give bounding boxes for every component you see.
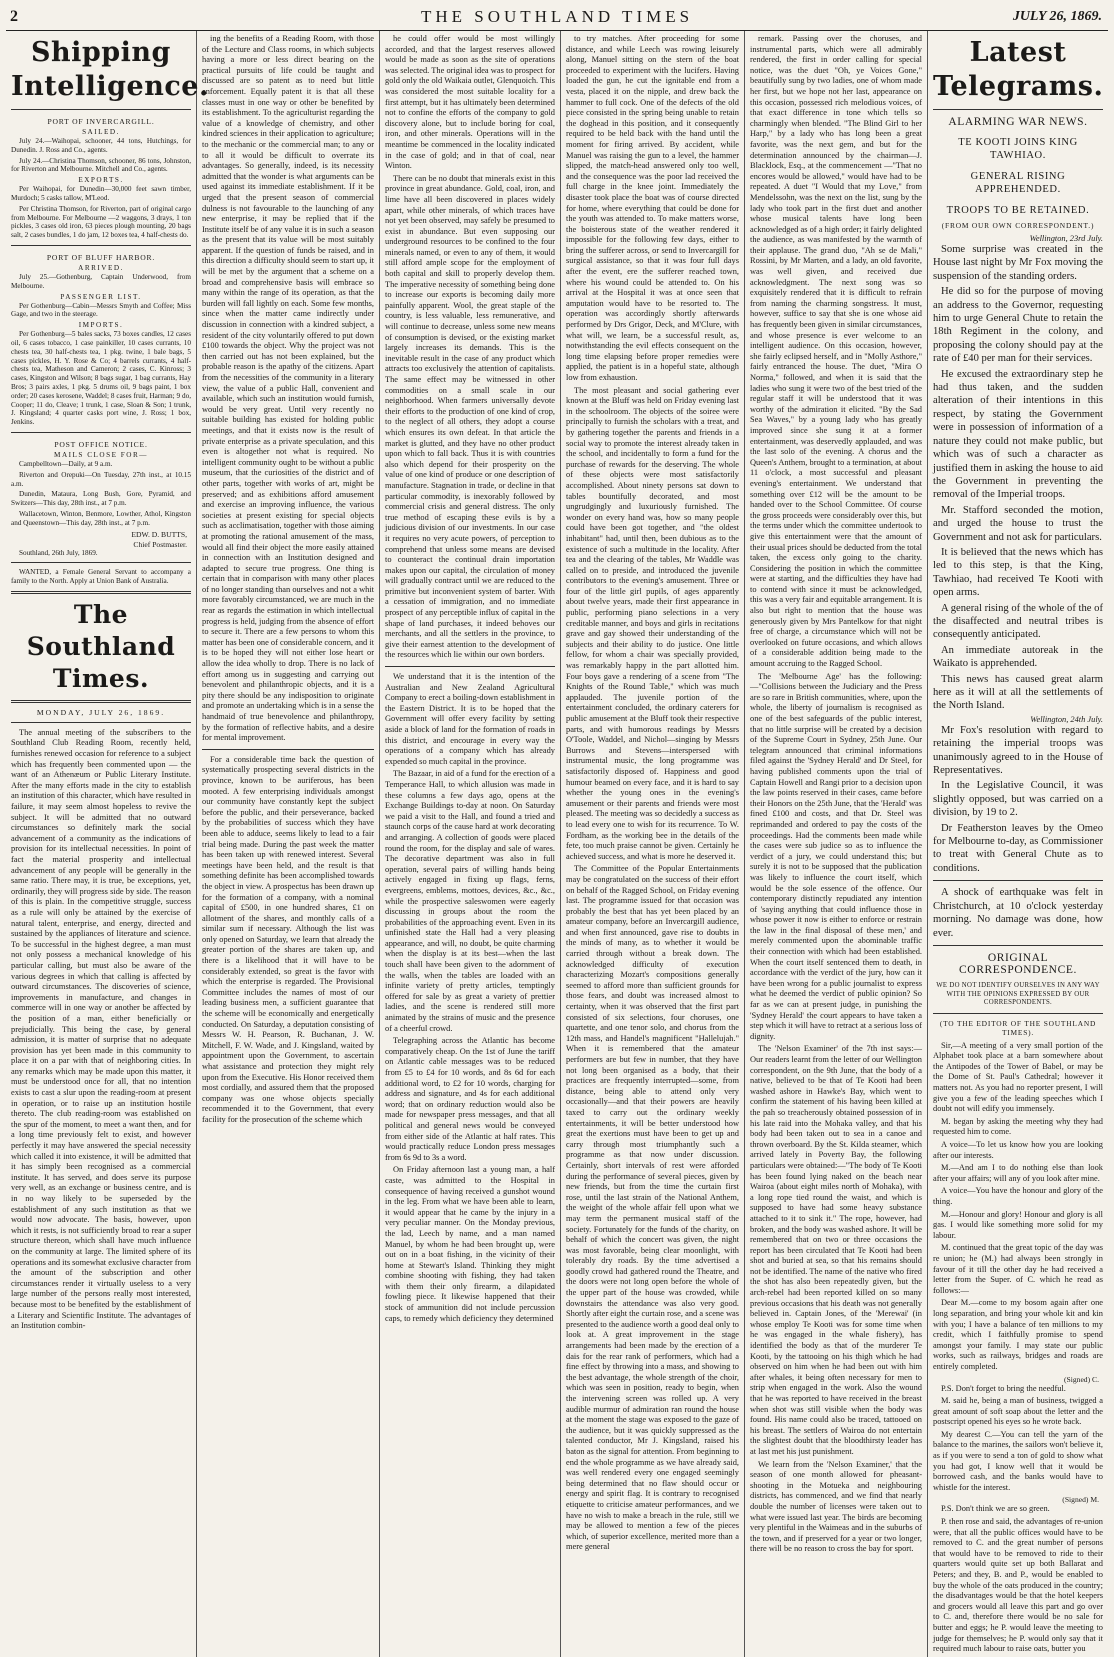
letter-paragraph: P.S. Don't think we are so green.	[941, 1504, 1050, 1514]
port-invercargill-heading: PORT OF INVERCARGILL.	[47, 117, 155, 126]
shipping-heading: Shipping Intelligence.	[11, 37, 209, 102]
arrived-entry: July 25.—Gothenburg, Captain Underwood, from Melbourne.	[11, 272, 191, 290]
correspondent-credit: (FROM OUR OWN CORRESPONDENT.)	[941, 221, 1095, 230]
letter-paragraph: M. said he, being a man of business, twigged a great amount of soft soap about the letter and the postscript opened his eyes so he wrote back.	[933, 1396, 1103, 1427]
column-4	[561, 31, 745, 1657]
arrived-heading: ARRIVED.	[78, 263, 124, 272]
telegram-headline: TROOPS TO BE RETAINED.	[946, 205, 1090, 216]
divider	[385, 666, 555, 667]
newspaper-title: THE SOUTHLAND TIMES	[420, 7, 694, 26]
postmaster-name: EDW. D. BUTTS,	[131, 529, 187, 539]
correspondence-heading: ORIGINAL CORRESPONDENCE.	[959, 951, 1077, 976]
letter-signature: (Signed) M.	[1062, 1495, 1099, 1505]
divider	[11, 245, 191, 246]
masthead	[6, 6, 1108, 31]
news-paragraph: remark. Passing over the choruses, and instrumental parts, which were all admirably rendered, the first in order calling for special notice, was the duet "Oh, ye Voices Gone," beautifully sung by two ladies, one of whom made her first, but we hope not her last, appearance on this occasion, possessed rich melodious voices, of that exact difference in tone which tells so charmingly when blended. "The Blind Girl to her Harp," by a lady who has long been a great favorite, was the next gem, and but for the determination announced by the chairman—J. Blacklock, Esq., at the commencement —"That no encores would be allowed," would have had to be repeated. A duet "I Would that my Love," from Mendelssohn, was the next on the list, sung by the lady who took part in the first duet and another whose musical talents have long been acknowledged as of a high order; it fairly delighted the audience, as was manifested by the warmth of their applause. The grand duo, "Ah se de Mali," Rossini, by Mr Marten, and a lady, an old favorite, was well given, and received due acknowledgment. The next song was so exquisitely rendered that it is difficult to refrain from naming the charming songstress. It must, however, suffice to say that she is one whose aid has frequently been given in similar circumstances, and whose presence is ever welcome to an intelligent audience. On this occasion, however, she fairly eclipsed herself, and in "Molly Asthore," fairly entranced the house. The duet, "Mira O Norma," followed, and when it is said that the ladies who sung it were two of the best tried of the regular staff it will be understood that it was worthy of the admiration it elicited. "By the Sad Sea Waves," by a young lady who has greatly improved since she sung it at a former entertainment, was deservedly applauded, and was the last solo of the evening. A chorus and the Queen's Anthem, brought to a termination, at about 11 o'clock, a most successful and pleasant evening's entertainment. We understand that something over £12 will be the amount to be handed over to the School Committee. Of course the gross proceeds were considerably over this, but the terms under which the committee undertook to give this entertainment were that the amount of their usual prices should be deducted from the total taken, the excess only going to the charity. Considering the position in which the committee were at starting, and the difficulties they have had to contend with since it must be acknowledged, this was a very fair and equitable arrangement. It is also but right to mention that the house was generously given by Mrs Pantelkow for that night free of charge, a circumstance which will not be overlooked on future occasions, and which allows of a considerable addition being made to the amount accruing to the Ragged School.	[750, 34, 922, 669]
divider	[11, 432, 191, 433]
divider	[11, 562, 191, 563]
mails-close-heading: MAILS CLOSE FOR—	[54, 450, 148, 459]
letter-paragraph: M. began by asking the meeting why they had requested him to come.	[933, 1116, 1103, 1137]
news-paragraph: The Committee of the Popular Entertainments may be congratulated on the success of their effort on behalf of the Ragged School, on Friday evening last. The programme issued for that occasion was probably the best that has yet been placed by an amateur company, before an Invercargill audience, and when first announced, gave rise to doubts in the minds of many, as to whether it would be carried through without a break down. The acknowledged difficulty of execution characterizing Mozart's compositions generally seemed to afford more than sufficient grounds for those fears, and doubt was increased almost to certainty, when it was observed that the first part consisted of six selections, four choruses, one quartette, and one tenor solo, and chorus from the 12th mass, and Handel's magnificent "Hallelujah." When it is remembered that the amateur performers are but few in number, that they have not long been organised as a body, that their practices are frequently interrupted—some, from distance, being able to attend only very occasionally—and that their powers are heavily taxed to carry out the ordinary weekly entertainments, it will be better understood how great the exertions must have been to get up and carry through most triumphantly such a programme as that now under discussion. Certainly, short intervals of rest were afforded during the performance of several pieces, given by new friends, but from the time the curtain first rose, until the last strain of the National Anthem, the weight of the whole affair fell upon what we may term the permanent musical staff of the society. Fortunately for the funds of the charity, on behalf of which the concert was given, the night was most favorable, being clear moonlight, with tolerably dry roads. By the time advertised a goodly crowd had gathered round the Theatre, and the doors were not long open before the whole of the upper part of the house was crowded, while downstairs the attendance was also very good. Shortly after eight the curtain rose, and a scene was presented to the audience worth a good deal only to look at. A great improvement in the stage arrangements had been made by the erection of a dais for the rear rank of performers, which had a fine effect by throwing into a mass, and showing to the best advantage, the whole strength of the choir, which was seen in position, ready to begin, when the intervening screen was rolled up. A very audible murmur of admiration ran round the house at the moment the stage was exposed to the gaze of the audience, but it was quickly suppressed as the talented conductor, Mr J. Kingsland, raised his baton as the signal for attention. From beginning to end the whole programme as we have already said, was well rendered every one engaged seemingly being determined that no flaw should occur or energy and spirit flag. It is contrary to recognised etiquette to criticise amateur performances, and we have no wish to make a breach in the rule, still we may be allowed to mention a few of the pieces which, of superior excellence, merited more than a mere general	[566, 864, 739, 1552]
letter-paragraph: M.—And am I to do nothing else than look after your affairs; will any of you look after mine.	[933, 1163, 1103, 1183]
port-bluff-heading: PORT OF BLUFF HARBOR.	[46, 252, 156, 262]
news-paragraph: On Friday afternoon last a young man, a half caste, was admitted to the Hospital in consequence of having received a gunshot wound in the leg. From what we have been able to learn, it would appear that he came by the injury in a very peculiar manner. On the Monday previous, the lad, Leech by name, and a man named Manuel, by whom he had been brought up, were out on in a boat fishing, in the vicinity of their home at Stewart's Island. Thinking they might combine shooting with fishing, they had taken with them their only firearm, a dilapidated fowling piece. It likewise happened that their stock of ammunition did not include percussion caps, to remedy which deficiency they determined	[385, 1165, 555, 1323]
telegram-paragraph: He did so for the purpose of moving an address to the Governor, requesting him to urge General Chute to retain the 18th Regiment in the colony, and proposing the colony should pay at the rate of £40 per man for their services.	[933, 286, 1103, 365]
column-6	[928, 31, 1108, 1657]
mail-entry: Riverton and Orepuki—On Tuesday, 27th inst., at 10.15 a.m.	[11, 470, 191, 488]
letter-paragraph: M. continued that the great topic of the day was re union; he (M.) had always been strongly in favour of it till the other day he had received a letter from the Super. of C. which he read as follows:—	[933, 1243, 1103, 1295]
page-number: 2	[10, 8, 18, 25]
postmaster-title: Chief Postmaster.	[133, 539, 187, 549]
passenger-entry: Per Gothenburg—Cabin—Messrs Smyth and Coffee; Miss Gage, and two in the steerage.	[11, 301, 191, 319]
exports-entry: Per Waihopai, for Dunedin—30,000 feet sawn timber, Murdoch; 5 casks tallow, M'Leod.	[11, 185, 191, 202]
news-paragraph: The Bazaar, in aid of a fund for the erection of a Temperance Hall, to which allusion was made in these columns a few days ago, opens at the Exchange Buildings to-day at noon. On Saturday we paid a visit to the Hall, and found a tried and staunch corps of the cause hard at work decorating and arranging. A collection of goods were placed round the room, for the display and sale of wares. The decorative department was also in full operation, several pairs of willing hands being actively engaged in fixing up flags, ferns, evergreens, emblems, mottoes, devices, &c., &c., while the prospective saleswomen were eagerly discussing in groups about the room the probabilities of the approaching event. Even in its unfinished state the Hall had a very pleasing appearance, and will, no doubt, be quite charming when the display is at its best—when the last touch shall have been given to the adornment of the walls, when the tables are loaded with an infinite variety of pretty articles, temptingly offered for sale by as great a variety of prettier ladies, and the scene is rendered still more animated by the strains of music and the presence of a cheerful crowd.	[385, 769, 555, 1033]
passenger-list-heading: PASSENGER LIST.	[60, 292, 142, 301]
divider	[11, 722, 191, 723]
telegram-paragraph: Some surprise was created in the House last night by Mr Fox moving the suspension of the standing orders.	[933, 244, 1103, 282]
exports-heading: EXPORTS.	[78, 176, 124, 185]
imports-heading: IMPORTS.	[78, 321, 124, 330]
news-paragraph: Telegraphing across the Atlantic has become comparatively cheap. On the 1st of June the tariff on Atlantic cable messages was to be reduced from £5 to £4 for 10 words, and 8s 6d for each additional word, to £2 for 10 words, charging for address and signature, and 4s for each additional word; that on ordinary reduction would also be made for newspaper press messages, and that all political and general news would be conveyed from either side of the Atlantic at half rates. This would practically reduce London press messages from 6s 9d to 3s a word.	[385, 1036, 555, 1162]
telegram-paragraph: In the Legislative Council, it was slightly opposed, but was carried on a division, by 19 to 2.	[933, 780, 1103, 819]
telegram-headline: TE KOOTI JOINS KING TAWHIAO.	[958, 137, 1078, 161]
news-paragraph: The 'Melbourne Age' has the following:—"Collisions between the Judiciary and the Press are so rare in British communities, where, upon the whole, the liberty of journalism is recognised as one of the best safeguards of the public interest, that no little surprise will be created by a decision of the Supreme Court in Sydney, 25th June. Our telegram announced that criminal informations filed against the 'Sydney Herald' and Dr Steel, for having published comments upon the trial of Captain Howell and Rangi prior to a decision upon the law points reserved in their cases, came before their Honors on the 25th June, that the 'Herald' was fined £100 and costs, and that Dr. Steel was reprimanded and ordered to pay the costs of the proceedings. Had the comments been made while the cases were sub judice so as to influence the verdict of a jury, we could understand this; but surely it is not to be supposed that the publication was likely to influence the court itself, which would be the sole essence of the offence. Our contemporary distinctly repudiated any intention of 'saying anything that could influence those in whose power it now is either to enforce or restrain the law in the final disposal of these men,' and merely commented upon the abominable traffic their connection with which had been established. When the court itself sentenced them to death, in accordance with the verdict of the jury, how can it have been wrong for a public journalist to express what he deemed the verdict of public opinion? So far as we can at present judge, in punishing the 'Sydney Herald' the court appears to have taken a step which it will have to retract at a serious loss of dignity.	[750, 671, 922, 1041]
telegram-paragraph: Mr. Stafford seconded the motion, and urged the house to trust the Government and not ask for particulars.	[933, 504, 1103, 543]
to-editor-line: (TO THE EDITOR OF THE SOUTHLAND TIMES).	[939, 1018, 1097, 1037]
news-paragraph: We understand that it is the intention of the Australian and New Zealand Agricultural Company to erect a boiling-down establishment in the Eastern District. It is to be hoped that the Government will offer every facility by setting aside a block of land for the formation of roads in this district, and encourage in every way the operations of a company which has already expended so much capital in the province.	[385, 672, 555, 766]
wanted-advertisement: WANTED, a Female General Servant to accompany a family to the North. Apply at Union Bank of Australia.	[11, 568, 191, 586]
disclaimer-notice: WE DO NOT IDENTIFY OURSELVES IN ANY WAY WITH THE OPINIONS EXPRESSED BY OUR CORRESPONDENTS.	[936, 981, 1100, 1007]
divider	[933, 880, 1103, 881]
column-5	[745, 31, 928, 1657]
letter-paragraph: Dear M.—come to my bosom again after one long separation, and bring your whole kit and kin with you; I have a balance of ten millions to my credit, which I faithfully promise to spend amongst your family. I may state our public works, such as railways, bridges and roads are entirely completed.	[933, 1298, 1103, 1371]
divider	[11, 591, 191, 594]
divider	[11, 700, 191, 703]
news-paragraph: We learn from the 'Nelson Examiner,' that the season of one month allowed for pheasant-shooting in the Motueka and neighbouring districts, has commenced, and we find that nearly double the number of licenses were taken out to what were issued last year. The birds are becoming very plentiful in the Waimeas and in the suburbs of the town, and if preserved for a year or two longer, there will be no reason to cross the bay for sport.	[750, 1459, 922, 1554]
mail-entry: Dunedin, Mataura, Long Bush, Gore, Pyramid, and Switzers—This day, 28th inst., at 7 p.m.	[11, 490, 191, 508]
news-paragraph: The 'Nelson Examiner' of the 7th inst says:—Our readers learnt from the letter of our Wellington correspondent, on the 9th June, that the body of a native, believed to be that of Te Kooti had been washed ashore in Hawke's Bay, which went to confirm the statement of his having been killed at the pah so treacherously obtained possession of in his late raid into the Mohaka valley, and that his body had been taken out to sea in a canoe and thrown overboard. By the St. Kilda steamer, which arrived lately in Poverty Bay, the following particulars were obtained:—"The body of Te Kooti has been found lying naked on the beach near Wairoa (about eight miles north of Mohaka), with a long rope tied round the waist, and which is supposed to have had some heavy substance attached to it to sink it." The rope, however, had broken, and the body was washed ashore. It will be remembered that on two or three occasions the report has been circulated that Te Kooti had been shot and buried at sea, so that his remains should not be identified. The name of the native who fired the shot has also been repeatedly given, but the arch-rebel had been reported killed on so many previous occasions that his death was not generally believed in. Captain Jones, of the 'Merewai' (in whose employ Te Kooti was for some time when he was engaged in the whale fishery), has identified the body as that of the murderer Te Kooti, by the tattooing on his thigh which he had observed on him when he had been out with him after whales, it being often necessary for men to strip when engaged in the work. Also the wound that he was reported to have received in the breast when shot was still visible when the body was found. His name could also be traced, tattooed on his breast. The settlers of Wairoa do not entertain the slightest doubt that the bloodthirsty leader has at last met his just punishment.	[750, 1044, 922, 1456]
divider	[933, 945, 1103, 946]
divider	[11, 109, 191, 110]
issue-date-header: JULY 26, 1869.	[1012, 9, 1102, 24]
column-2	[197, 31, 380, 1657]
divider	[933, 1013, 1103, 1014]
prospecting-continuation: he could offer would be most willingly accorded, and that the largest reserves allowed would be made as soon as the site of operations was selected. The original idea was to prospect for gold only the old Waikaia outlet, Glenquoich. This was considered the most suitable locality for a first attempt, but it has ultimately been determined not to confine the efforts of the company to gold discovery alone, but to include boring for coal, iron, and other minerals. Operations will in the meantime be commenced in the locality indicated in the case of gold; and in that of coal, near Winton.	[385, 34, 555, 171]
telegram-paragraph: A shock of earthquake was felt in Christchurch, at 10 o'clock yesterday morning. No damage was done, how ever.	[933, 887, 1103, 939]
issue-dateline: MONDAY, JULY 26, 1869.	[36, 707, 166, 717]
sailed-heading: SAILED.	[82, 128, 120, 136]
editorial-article: The annual meeting of the subscribers to the Southland Club Reading Room, recently held, furnishes renewed occasion for reference to a subject which has frequently been commented upon — the want of an Athenæum or Public Literary Institute. After the many efforts made in the city to establish an institution of this character, which have resulted in failure, it may seem almost hopeless to revive the subject. It will be admitted that no outward circumstances so definitely mark the social advancement of a community as the indications of provision for its intellectual necessities. In point of fact the material prosperity and intellectual advancement of any people will be generally in the same ratio. There may, it is true, be exceptions, yet, ordinarily, they will progress side by side. The reason of this is plain. In the competitive struggle, success as a rule will only be attained by the exercise of natural talent, enterprise, and energy, directed and sustained by the appliances of literature and science. To be successful in the highest degree, a man must not only possess a mechanical knowledge of his particular calling, but must also be aware of the various degrees in which that calling is affected by outward circumstances. The discoveries of science, improvements in manufacture, and changes in commerce will in one way or another be affected by the position of a man, either beneficially or prejudicially. This being the case, by general admission, it is matter of surprise that no adequate provision has yet been made in this community to place it on a par with that of neighboring cities. In any remarks which may be made upon this matter, it must be understood once for all, that no intention exists to cast a slur upon the reading-room at present in operation, or to raise up an institution hostile thereto. The club reading-room was established on the spur of the moment, to meet a want then, and for a long time previously felt to exist, and however perfectly it may have answered the special necessity which called it into existence, it will be admitted that it has simply been recognised as a commercial institute. It has served, and does serve its purpose very well, as an exchange or business centre, and is in no way likely to be superseded by the establishment of any such institution as that we would now advocate. The basis, however, upon which it rests, is not sufficiently broad to rear a super structure thereon, which shall have much influence on the community at large. The limited sphere of its operations and its somewhat exclusive character from the amount of the subscription and other circumstances render it virtually useless to a very large number of the persons really most interested, because most to be benefited by the establishment of a Literary and Scientific Institute. The advantages of an Institution combin-	[11, 727, 191, 1331]
telegrams-heading: Latest Telegrams.	[933, 37, 1104, 102]
columns	[6, 31, 1108, 1654]
telegram-paragraph: He excused the extraordinary step he had thus taken, and the sudden alteration of their intentions in this respect, by stating the Government were in possession of information of a nature they could not make public, but which was of such a character as justified them in asking the house to aid the Government in preventing the removal of the Imperial troops.	[933, 368, 1103, 501]
post-office-heading: POST OFFICE NOTICE.	[54, 439, 148, 449]
editorial-continuation: ing the benefits of a Reading Room, with those of the Lecture and Class rooms, in which subjects having a more or less direct bearing on the practical pursuits of life could be taught and discussed are so patent as to need but little enforcement. Equally patent it is that all these classes must in one way or other be benefited by its establishment. To the agriculturist regarding the value of a knowledge of chemistry, and other kindred sciences in their application to agriculture; to the mechanic or the commercial man; to any or to all it would be difficult to overrate its advantages. So generally, indeed, is its necessity admitted that the wonder is what arguments can be used against its immediate establishment. If it be urged that the present season of commercial dulness is not favourable to the launching of any new enterprise, it may be replied that if the Institute itself be of any value it is in such a season as the present that its value will be most suitably apparent. If the question of funds be raised, and in this direction a difficulty should seem to start up, it will be met by the argument that a scheme on a broad and comprehensive basis will embrace so many within the range of its operation, as that the burden will fall lightly on each. Some few months, since when the matter came indirectly under discussion in connection with a kindred subject, a resident of the city voluntarily offered to put down £100 towards the object. Why the project was not then carried out has not been explained, but the probable reason is the apathy of the citizens. Apart from the necessities of the community in a literary view, the value of a public Hall, convenient and available, which such an institution would furnish, would be very great. Until very recently no suitable building has existed for holding public meetings, and that it exists now is the result of private enterprise as a private speculation, and this even is altogether not what is required. No intelligent community ought to be without a public museum, that the curiosities of the district and of other parts, together with works of art, might be preserved; and as exhibitions afford amusement and exercise an improving influence, the various societies at present existing for special objects such as acclimatisation, together with those aiming at promoting the rational amusement of the mass, would all find their object the more easily attained in connection with an Institution designed and adapted to secure true progress. One thing is certain that in comparison with many other places of no longer standing than ourselves and not a whit more favorably circumstanced, we are much in the rear as regards the estimation in which intellectual progress is held, judging from the absence of effort to secure it. There are a few persons to whom this matter has been one of considerable concern, and it is to be hoped they will not either lose heart or allow the idea wholly to drop. There is no lack of effort among us in suggesting and carrying out benevolent and philanthropic objects, and it is a pity there should be any indisposition to originate and promote an undertaking which is in a sense the handmaid of true benevolence and philanthropy, by the formation of reflective habits, and a desire for mental improvement.	[202, 34, 374, 743]
telegram-paragraph: Mr Fox's resolution with regard to retaining the imperial troops was unanimously agreed to in the House of Representatives.	[933, 724, 1103, 777]
telegram-paragraph: This news has caused great alarm here as it will at all the settlements of the North Island.	[933, 673, 1103, 712]
news-paragraph: The most pleasant and social gathering ever known at the Bluff was held on Friday evening last in the schoolroom. The objects of the soiree were principally to furnish the scholars with a treat, and by gathering together the parents and friends in a social way to promote the interest already taken in the school, and incidentally to form a fund for the purchase of rewards for the deserving. The whole of these objects were most satisfactorily accomplished. About ninety persons sat down to tables bountifully decorated, and most ungrudgingly and luxuriously furnished. The wonder on every hand was, how so many people could have been got together, and "the oldest inhabitant" had, until then, been dubious as to the existence of such a multitude in the locality. After tea and the clearing of the tables, Mr Waddle was called on to preside, and introduced the juvenile contributors to the evening's amusement. Three or four of the little girl pupils, of ages apparently about twelve years, made their first appearance in public, performing piano selections in a very creditable manner, and boys and girls in recitations grave and gay showed their understanding of the subjects and their ability to do justice. One little fellow, for whom a chair was specially provided, was remarkably happy in the part allotted him. Four boys gave a rendering of a scene from "The Knights of the Round Table," which was much applauded. The juvenile portion of the entertainment concluded, the ordinary caterers for public amusement at the Bluff took their respective parts, and with humorous readings by Messrs O'Toole, Waddel, and Nichol—singing by Messrs Burrows and Stevens—interspersed with instrumental music, the long programme was satisfactorily disposed of. Happiness and good humour beamed on every face, and it is hard to say whether the young ones in the evening's amusement or their parents and friends were most pleased. The meeting was so decidedly a success as to lead every one to wish for its recurrence. To W. Fordham, as the working bee in the details of the fete, too much praise cannot be given. Certainly he achieved success, and what is more he deserved it.	[566, 385, 739, 861]
telegram-headline: GENERAL RISING APPREHENDED.	[970, 171, 1066, 195]
mail-entry: Campbelltown—Daily, at 9 a.m.	[19, 459, 113, 468]
letter-paragraph: My dearest C.—You can tell the yarn of the balance to the marines, the sailors won't believe it, as if you were to send a ton of gold to show what you had got, I know well that it would be borrowed cash, and the banks would have to whistle for the interest.	[933, 1429, 1103, 1492]
telegram-paragraph: An immediate autoreak in the Waikato is apprehended.	[933, 644, 1103, 670]
column-3	[380, 31, 561, 1657]
letter-paragraph: M.—Honour and glory! Honour and glory is all gas. I would like something more solid for my labour.	[933, 1209, 1103, 1240]
column-1	[6, 31, 209, 1657]
divider	[202, 749, 374, 750]
imports-entry: Per Gothenburg—5 bales sacks, 73 boxes candles, 12 cases oil, 6 cases tobacco, 1 case painkiller, 10 cases currants, 10 chests tea, 30 half-chests tea, 1 pkg. twine, 1 bale bags, 5 cases pickles, H. Y. Rose & Co; 4 barrels currants, 4 half-chests tea, Matheson and Cameron; 2 cases, C. Kinross; 3 cases, Kingston and Wilson; 8 bags sugar, 1 bag currants, Hay Bros; 3 pairs axles, 1 pkg. 5 drums oil, 9 bags paint, 1 box order; 20 cases kerosene, Waddel; 8 cases fruit, Harman; 9 do, Cooper; 11 do, Cleave; 1 trunk, 1 case, Sloan & Son; 1 trunk, J. Kingsland; 4 quarter casks port wine, J. Ross; 1 box, Jenkins.	[11, 330, 191, 427]
mail-entry: Wallacetown, Winton, Benmore, Lowther, Athol, Kingston and Queenstown—This day, 28th inst., at 7 p.m.	[11, 509, 191, 527]
prospecting-article: For a considerable time back the question of systematically prospecting several districts in the province, known to be auriferous, has been mooted. A few enterprising individuals amongst our community have constantly kept the subject before the public, and their perseverance, backed by the probabilities of success which they have been able to adduce, seems likely to lead to a fair trial being made. During the past week the matter has been taken up with renewed interest. Several meetings have been held, and the result is that something definite has been accomplished towards the object in view. A prospectus has been drawn up for the formation of a company, with a nominal capital of £500, in one hundred shares, £1 on allotment of the shares, and monthly calls of a similar sum if necessary. Although the list was only opened on Saturday, we learn that already the greater portion of the shares are taken up, and there is a likelihood that it will have to be considerably extended, so great is the favor with which the enterprise is regarded. The Provisional Committee includes the names of most of our leading business men, a sufficient guarantee that the scheme will be economically and energetically conducted. On Saturday, a deputation consisting of Messrs W. H. Pearson, R. Buchanan, J. W. Mitchell, F. W. Wade, and J. Kingsland, waited by appointment upon the Government, to ascertain what assistance and protection they might rely upon from the Executive. His Honor received them most cordially, and assured them that the proposed company was one whose objects specially recommended it to the Government, that every facility for the prosecution of the scheme which	[202, 754, 374, 1124]
sailed-entry: July 24.—Christina Thomson, schooner, 86 tons, Johnston, for Riverton and Melbourne. Mitchell and Co., agents.	[11, 156, 191, 174]
telegram-dateline: Wellington, 24th July.	[1030, 714, 1103, 724]
telegram-paragraph: A general rising of the whole of the of the disaffected and neutral tribes is consequently anticipated.	[933, 602, 1103, 641]
letter-paragraph: P. then rose and said, the advantages of re-union were, that all the public offices would have to be removed to C. and the great number of persons that would have to be removed to ride to their quarters would quite set up both Ballarat and Peters; and they, B. and P., would be enabled to buy the whole of the oats produced in the country; the disadvantages would be that the hotel keepers and grocers would all leave this part and go over to C. and, therefore there would be no sale for butter and eggs; he P. would leave the meeting to judge for themselves; he P. would only say that it required much labour to raise oats, butter you	[933, 1517, 1103, 1654]
paper-heading: The Southland Times.	[26, 599, 176, 693]
postmaster-date: Southland, 26th July, 1869.	[19, 548, 98, 557]
letter-paragraph: A voice—To let us know how you are looking after our interests.	[933, 1140, 1103, 1160]
exports-entry: Per Christina Thomson, for Riverton, part of original cargo from Melbourne. For Melbourne —2 waggons, 3 drays, 1 ton pickles, 3 cases old iron, 63 pieces plough mounting, 20 bags salt, 2 cases bundles, 1 do jam, 12 boxes tea, 4 half-chests do.	[11, 204, 191, 240]
telegram-paragraph: It is believed that the news which has led to this step, is that the King, Tawhiao, had received Te Kooti with open arms.	[933, 546, 1103, 599]
divider	[933, 109, 1103, 110]
letter-signature: (Signed) C.	[1063, 1374, 1099, 1384]
sailed-entry: July 24.—Waihopai, schooner, 44 tons, Hutchings, for Dunedin. J. Ross and Co., agents.	[11, 137, 191, 154]
telegram-dateline: Wellington, 23rd July.	[1029, 234, 1103, 243]
letter-paragraph: A voice—You have the honour and glory of the thing.	[933, 1186, 1103, 1206]
telegram-headline: ALARMING WAR NEWS.	[948, 116, 1088, 128]
news-paragraph: to try matches. After proceeding for some distance, and while Leech was rowing leisurely along, Manuel sitting on the stern of the boat proceeded to experiment with the lucifers. Having loaded the gun, he cut the ignitable end from a vesta, placed it on the nipple, and drew back the hammer to full cock. One of the defects of the old piece consisted in the spring being unable to retain the doghead in this position, and it consequently required to be held back with the hand until the moment for firing arrived. By accident, while Manuel was raising the gun to a level, the hammer slipped, the match-head answered only too well, and the consequence was the poor lad received the full charge in the knee joint. Immediately the disaster took place the boat was of course directed for home, where everything that could be done for the youth was attended to. To make matters worse, the boisterous state of the weather rendered it impossible for the following few days, either to bring the sufferer across, or send to Invercargill for surgical assistance, so that it was four full days after the event, ere the sufferer reached town, where his wound could be attended to. On his arrival at the Hospital it was at once seen that amputation would have to be resorted to. The operation was accordingly shortly afterwards performed by Drs Grigor, Deck, and M'Clure, with what will, we learn, be a successful result, as, notwithstanding the evil effects consequent on the long time elapsing before proper remedies were applied, the patient is in a hopeful state, although low from exhaustion.	[566, 34, 739, 382]
minerals-article: There can be no doubt that minerals exist in this province in great abundance. Gold, coal, iron, and lime have all been discovered in places widely apart, while other minerals, of which traces have not yet been observed, may safely be presumed to exist in abundance. But even supposing our underground resources to be confined to the four minerals named, or even to any of them, it would still afford ample scope for the employment of both capital and skill to properly develop them. The imperative necessity of something being done to increase our exports is becoming daily more painfully apparent. Wool, the great staple of the country, is less valuable, less remunerative, and will continue to decrease, unless some new means of consumption is devised, or the existing market largely increases its demands. This is the inevitable result in the case of any product which attracts too exclusively the attention of capitalists. The same effect may be witnessed in other commodities on a small scale in our neighborhood. When farmers universally devote their efforts to the production of one kind of crop, to the neglect of all others, they adopt a course which ensures its own defeat. In that article the market is glutted, and they have no other product upon which to fall back. Thus it is with countries also which depend for their prosperity on the value of one kind of produce or one description of manufacture. Stagnation in trade, or decline in that particular commodity, is inexorably followed by commercial crisis and general distress. The only true method of escaping these evils is by a judicious division of our investments. In our case it requires no very acute powers, of perception to comprehend that unless some means are devised to counteract the continual drain importation makes upon our capital, the circulation of money will gradually contract until we are reduced to the primitive but inconvenient system of barter. With a cessation of immigration, and no immediate prospect of any perceptible influx of capital in the shape of land purchases, it indeed behoves our merchants, and all the settlers in the province, to give their earnest attention to the development of the resources which lie within our own borders.	[385, 173, 555, 660]
letter-paragraph: P.S. Don't forget to bring the needful.	[941, 1383, 1066, 1393]
letter-paragraph: Sir,—A meeting of a very small portion of the Alphabet took place at a barn somewhere about the Antipodes of the Tower of Babel, or may be the Dome of St. Paul's Cathedral; however it matters not. As you had no reporter present, I will give you a few of the leading speeches which I doubt not will edify you immensely.	[933, 1040, 1103, 1114]
telegram-paragraph: Dr Featherston leaves by the Omeo for Melbourne to-day, as Commissioner to treat with General Chute as to conditions.	[933, 822, 1103, 874]
